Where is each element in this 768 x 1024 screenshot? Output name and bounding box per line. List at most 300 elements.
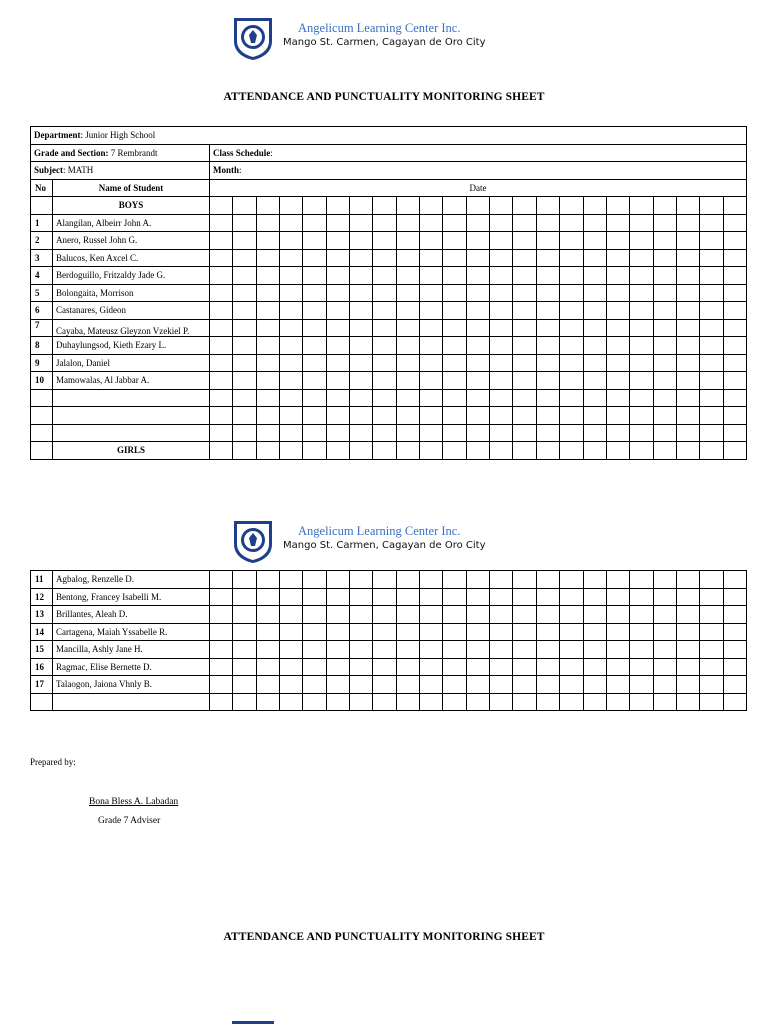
date-cell[interactable] [700, 284, 723, 302]
date-cell[interactable] [723, 389, 746, 407]
date-cell[interactable] [420, 337, 443, 355]
date-cell[interactable] [676, 337, 699, 355]
date-cell[interactable] [466, 249, 489, 267]
date-cell[interactable] [233, 267, 256, 285]
date-cell[interactable] [396, 641, 419, 659]
date-cell[interactable] [373, 267, 396, 285]
date-cell[interactable] [350, 658, 373, 676]
date-cell[interactable] [256, 267, 279, 285]
date-cell[interactable] [513, 337, 536, 355]
date-cell[interactable] [420, 407, 443, 425]
date-cell[interactable] [233, 214, 256, 232]
date-cell[interactable] [513, 267, 536, 285]
date-cell[interactable] [280, 407, 303, 425]
date-cell[interactable] [676, 571, 699, 589]
date-cell[interactable] [723, 641, 746, 659]
date-cell[interactable] [466, 693, 489, 711]
date-cell[interactable] [513, 424, 536, 442]
date-cell[interactable] [443, 337, 466, 355]
date-cell[interactable] [373, 424, 396, 442]
date-cell[interactable] [256, 676, 279, 694]
date-cell[interactable] [653, 337, 676, 355]
date-cell[interactable] [350, 267, 373, 285]
date-cell[interactable] [233, 197, 256, 215]
date-cell[interactable] [326, 319, 349, 337]
date-cell[interactable] [350, 606, 373, 624]
date-cell[interactable] [443, 676, 466, 694]
date-cell[interactable] [630, 588, 653, 606]
date-cell[interactable] [513, 588, 536, 606]
date-cell[interactable] [700, 197, 723, 215]
date-cell[interactable] [443, 197, 466, 215]
date-cell[interactable] [676, 623, 699, 641]
date-cell[interactable] [490, 267, 513, 285]
date-cell[interactable] [443, 372, 466, 390]
date-cell[interactable] [256, 354, 279, 372]
date-cell[interactable] [326, 676, 349, 694]
date-cell[interactable] [700, 407, 723, 425]
date-cell[interactable] [350, 424, 373, 442]
date-cell[interactable] [536, 337, 559, 355]
date-cell[interactable] [653, 588, 676, 606]
date-cell[interactable] [583, 284, 606, 302]
date-cell[interactable] [490, 249, 513, 267]
date-cell[interactable] [373, 623, 396, 641]
date-cell[interactable] [630, 623, 653, 641]
date-cell[interactable] [630, 372, 653, 390]
date-cell[interactable] [700, 302, 723, 320]
date-cell[interactable] [280, 389, 303, 407]
date-cell[interactable] [676, 354, 699, 372]
date-cell[interactable] [700, 606, 723, 624]
date-cell[interactable] [653, 232, 676, 250]
date-cell[interactable] [606, 623, 629, 641]
date-cell[interactable] [723, 214, 746, 232]
date-cell[interactable] [210, 354, 233, 372]
date-cell[interactable] [700, 676, 723, 694]
date-cell[interactable] [233, 606, 256, 624]
date-cell[interactable] [256, 214, 279, 232]
date-cell[interactable] [513, 214, 536, 232]
date-cell[interactable] [280, 623, 303, 641]
date-cell[interactable] [630, 676, 653, 694]
date-cell[interactable] [303, 354, 326, 372]
date-cell[interactable] [256, 442, 279, 460]
date-cell[interactable] [583, 571, 606, 589]
date-cell[interactable] [396, 389, 419, 407]
date-cell[interactable] [630, 389, 653, 407]
date-cell[interactable] [653, 354, 676, 372]
date-cell[interactable] [303, 249, 326, 267]
date-cell[interactable] [420, 442, 443, 460]
date-cell[interactable] [513, 197, 536, 215]
date-cell[interactable] [700, 658, 723, 676]
date-cell[interactable] [396, 693, 419, 711]
date-cell[interactable] [256, 337, 279, 355]
date-cell[interactable] [560, 588, 583, 606]
date-cell[interactable] [303, 676, 326, 694]
date-cell[interactable] [256, 302, 279, 320]
date-cell[interactable] [303, 232, 326, 250]
date-cell[interactable] [396, 232, 419, 250]
date-cell[interactable] [583, 232, 606, 250]
date-cell[interactable] [560, 407, 583, 425]
date-cell[interactable] [583, 442, 606, 460]
date-cell[interactable] [583, 676, 606, 694]
date-cell[interactable] [490, 424, 513, 442]
date-cell[interactable] [466, 197, 489, 215]
date-cell[interactable] [326, 407, 349, 425]
date-cell[interactable] [513, 372, 536, 390]
date-cell[interactable] [513, 354, 536, 372]
date-cell[interactable] [373, 319, 396, 337]
date-cell[interactable] [490, 389, 513, 407]
date-cell[interactable] [676, 588, 699, 606]
date-cell[interactable] [560, 606, 583, 624]
date-cell[interactable] [303, 424, 326, 442]
date-cell[interactable] [653, 623, 676, 641]
date-cell[interactable] [653, 197, 676, 215]
date-cell[interactable] [303, 389, 326, 407]
date-cell[interactable] [700, 623, 723, 641]
date-cell[interactable] [256, 571, 279, 589]
date-cell[interactable] [420, 284, 443, 302]
date-cell[interactable] [583, 267, 606, 285]
date-cell[interactable] [536, 354, 559, 372]
date-cell[interactable] [583, 623, 606, 641]
date-cell[interactable] [583, 337, 606, 355]
date-cell[interactable] [373, 249, 396, 267]
date-cell[interactable] [653, 319, 676, 337]
date-cell[interactable] [606, 197, 629, 215]
date-cell[interactable] [513, 658, 536, 676]
date-cell[interactable] [396, 267, 419, 285]
date-cell[interactable] [210, 693, 233, 711]
date-cell[interactable] [700, 214, 723, 232]
date-cell[interactable] [653, 606, 676, 624]
date-cell[interactable] [676, 658, 699, 676]
date-cell[interactable] [653, 424, 676, 442]
date-cell[interactable] [350, 407, 373, 425]
date-cell[interactable] [513, 232, 536, 250]
date-cell[interactable] [350, 232, 373, 250]
blank-name-cell[interactable] [53, 389, 210, 407]
date-cell[interactable] [676, 606, 699, 624]
date-cell[interactable] [513, 249, 536, 267]
date-cell[interactable] [583, 302, 606, 320]
date-cell[interactable] [443, 588, 466, 606]
date-cell[interactable] [350, 337, 373, 355]
date-cell[interactable] [466, 319, 489, 337]
date-cell[interactable] [723, 658, 746, 676]
date-cell[interactable] [490, 337, 513, 355]
date-cell[interactable] [326, 197, 349, 215]
date-cell[interactable] [606, 302, 629, 320]
date-cell[interactable] [373, 197, 396, 215]
date-cell[interactable] [420, 424, 443, 442]
date-cell[interactable] [700, 571, 723, 589]
date-cell[interactable] [630, 407, 653, 425]
date-cell[interactable] [536, 588, 559, 606]
date-cell[interactable] [303, 372, 326, 390]
date-cell[interactable] [630, 319, 653, 337]
date-cell[interactable] [396, 354, 419, 372]
date-cell[interactable] [653, 214, 676, 232]
date-cell[interactable] [513, 389, 536, 407]
date-cell[interactable] [256, 407, 279, 425]
date-cell[interactable] [606, 407, 629, 425]
date-cell[interactable] [466, 214, 489, 232]
date-cell[interactable] [560, 267, 583, 285]
date-cell[interactable] [466, 424, 489, 442]
date-cell[interactable] [373, 284, 396, 302]
date-cell[interactable] [350, 354, 373, 372]
date-cell[interactable] [723, 354, 746, 372]
date-cell[interactable] [280, 588, 303, 606]
date-cell[interactable] [583, 588, 606, 606]
date-cell[interactable] [256, 641, 279, 659]
date-cell[interactable] [256, 319, 279, 337]
date-cell[interactable] [700, 337, 723, 355]
date-cell[interactable] [210, 641, 233, 659]
date-cell[interactable] [420, 693, 443, 711]
date-cell[interactable] [233, 232, 256, 250]
date-cell[interactable] [466, 641, 489, 659]
date-cell[interactable] [256, 623, 279, 641]
date-cell[interactable] [420, 249, 443, 267]
date-cell[interactable] [490, 676, 513, 694]
date-cell[interactable] [210, 197, 233, 215]
blank-name-cell[interactable] [53, 407, 210, 425]
date-cell[interactable] [723, 319, 746, 337]
date-cell[interactable] [466, 302, 489, 320]
date-cell[interactable] [373, 606, 396, 624]
date-cell[interactable] [606, 424, 629, 442]
date-cell[interactable] [210, 302, 233, 320]
date-cell[interactable] [443, 284, 466, 302]
date-cell[interactable] [606, 658, 629, 676]
date-cell[interactable] [420, 302, 443, 320]
date-cell[interactable] [443, 389, 466, 407]
date-cell[interactable] [490, 407, 513, 425]
date-cell[interactable] [233, 372, 256, 390]
date-cell[interactable] [233, 676, 256, 694]
date-cell[interactable] [606, 571, 629, 589]
date-cell[interactable] [466, 588, 489, 606]
date-cell[interactable] [210, 389, 233, 407]
date-cell[interactable] [513, 676, 536, 694]
date-cell[interactable] [490, 658, 513, 676]
date-cell[interactable] [373, 588, 396, 606]
date-cell[interactable] [210, 214, 233, 232]
date-cell[interactable] [536, 249, 559, 267]
date-cell[interactable] [420, 372, 443, 390]
date-cell[interactable] [630, 249, 653, 267]
date-cell[interactable] [676, 389, 699, 407]
date-cell[interactable] [443, 319, 466, 337]
date-cell[interactable] [560, 302, 583, 320]
date-cell[interactable] [466, 606, 489, 624]
date-cell[interactable] [303, 337, 326, 355]
date-cell[interactable] [560, 389, 583, 407]
date-cell[interactable] [700, 267, 723, 285]
date-cell[interactable] [326, 302, 349, 320]
date-cell[interactable] [350, 641, 373, 659]
date-cell[interactable] [280, 424, 303, 442]
date-cell[interactable] [466, 337, 489, 355]
date-cell[interactable] [210, 337, 233, 355]
date-cell[interactable] [443, 302, 466, 320]
date-cell[interactable] [303, 606, 326, 624]
date-cell[interactable] [606, 641, 629, 659]
date-cell[interactable] [653, 302, 676, 320]
date-cell[interactable] [210, 442, 233, 460]
date-cell[interactable] [210, 658, 233, 676]
date-cell[interactable] [396, 337, 419, 355]
date-cell[interactable] [326, 571, 349, 589]
date-cell[interactable] [536, 389, 559, 407]
date-cell[interactable] [700, 319, 723, 337]
date-cell[interactable] [233, 319, 256, 337]
date-cell[interactable] [396, 658, 419, 676]
date-cell[interactable] [583, 249, 606, 267]
date-cell[interactable] [233, 571, 256, 589]
date-cell[interactable] [653, 676, 676, 694]
date-cell[interactable] [280, 267, 303, 285]
date-cell[interactable] [256, 424, 279, 442]
date-cell[interactable] [420, 571, 443, 589]
date-cell[interactable] [676, 302, 699, 320]
date-cell[interactable] [466, 284, 489, 302]
date-cell[interactable] [280, 442, 303, 460]
date-cell[interactable] [606, 232, 629, 250]
blank-name-cell[interactable] [53, 693, 210, 711]
date-cell[interactable] [606, 606, 629, 624]
date-cell[interactable] [420, 588, 443, 606]
date-cell[interactable] [490, 319, 513, 337]
date-cell[interactable] [490, 354, 513, 372]
date-cell[interactable] [303, 658, 326, 676]
date-cell[interactable] [420, 641, 443, 659]
date-cell[interactable] [350, 442, 373, 460]
date-cell[interactable] [466, 389, 489, 407]
date-cell[interactable] [326, 424, 349, 442]
date-cell[interactable] [326, 588, 349, 606]
date-cell[interactable] [536, 571, 559, 589]
date-cell[interactable] [233, 337, 256, 355]
date-cell[interactable] [326, 623, 349, 641]
date-cell[interactable] [606, 337, 629, 355]
date-cell[interactable] [630, 424, 653, 442]
date-cell[interactable] [676, 641, 699, 659]
date-cell[interactable] [723, 232, 746, 250]
date-cell[interactable] [630, 641, 653, 659]
date-cell[interactable] [210, 319, 233, 337]
date-cell[interactable] [256, 658, 279, 676]
date-cell[interactable] [443, 354, 466, 372]
date-cell[interactable] [466, 658, 489, 676]
date-cell[interactable] [256, 197, 279, 215]
date-cell[interactable] [676, 693, 699, 711]
blank-name-cell[interactable] [53, 424, 210, 442]
date-cell[interactable] [536, 641, 559, 659]
date-cell[interactable] [513, 571, 536, 589]
date-cell[interactable] [723, 606, 746, 624]
date-cell[interactable] [606, 676, 629, 694]
date-cell[interactable] [280, 372, 303, 390]
date-cell[interactable] [256, 606, 279, 624]
date-cell[interactable] [420, 623, 443, 641]
date-cell[interactable] [630, 658, 653, 676]
date-cell[interactable] [560, 571, 583, 589]
date-cell[interactable] [606, 389, 629, 407]
date-cell[interactable] [560, 284, 583, 302]
date-cell[interactable] [210, 424, 233, 442]
date-cell[interactable] [396, 197, 419, 215]
date-cell[interactable] [443, 214, 466, 232]
date-cell[interactable] [350, 197, 373, 215]
date-cell[interactable] [280, 302, 303, 320]
date-cell[interactable] [490, 588, 513, 606]
date-cell[interactable] [560, 693, 583, 711]
date-cell[interactable] [630, 214, 653, 232]
date-cell[interactable] [700, 641, 723, 659]
date-cell[interactable] [326, 372, 349, 390]
date-cell[interactable] [303, 693, 326, 711]
date-cell[interactable] [536, 623, 559, 641]
date-cell[interactable] [303, 407, 326, 425]
date-cell[interactable] [676, 214, 699, 232]
date-cell[interactable] [536, 197, 559, 215]
date-cell[interactable] [560, 623, 583, 641]
date-cell[interactable] [466, 571, 489, 589]
date-cell[interactable] [396, 606, 419, 624]
date-cell[interactable] [420, 267, 443, 285]
date-cell[interactable] [653, 442, 676, 460]
date-cell[interactable] [280, 606, 303, 624]
date-cell[interactable] [676, 319, 699, 337]
date-cell[interactable] [723, 372, 746, 390]
date-cell[interactable] [233, 249, 256, 267]
date-cell[interactable] [560, 676, 583, 694]
date-cell[interactable] [606, 442, 629, 460]
date-cell[interactable] [396, 588, 419, 606]
date-cell[interactable] [490, 641, 513, 659]
date-cell[interactable] [560, 214, 583, 232]
date-cell[interactable] [560, 354, 583, 372]
date-cell[interactable] [676, 232, 699, 250]
date-cell[interactable] [303, 214, 326, 232]
date-cell[interactable] [420, 214, 443, 232]
date-cell[interactable] [606, 354, 629, 372]
date-cell[interactable] [513, 693, 536, 711]
date-cell[interactable] [443, 658, 466, 676]
date-cell[interactable] [256, 232, 279, 250]
date-cell[interactable] [676, 407, 699, 425]
date-cell[interactable] [630, 693, 653, 711]
date-cell[interactable] [256, 693, 279, 711]
date-cell[interactable] [443, 641, 466, 659]
date-cell[interactable] [373, 389, 396, 407]
date-cell[interactable] [303, 641, 326, 659]
date-cell[interactable] [490, 623, 513, 641]
date-cell[interactable] [326, 658, 349, 676]
date-cell[interactable] [210, 407, 233, 425]
date-cell[interactable] [303, 197, 326, 215]
date-cell[interactable] [583, 424, 606, 442]
date-cell[interactable] [443, 571, 466, 589]
date-cell[interactable] [396, 302, 419, 320]
